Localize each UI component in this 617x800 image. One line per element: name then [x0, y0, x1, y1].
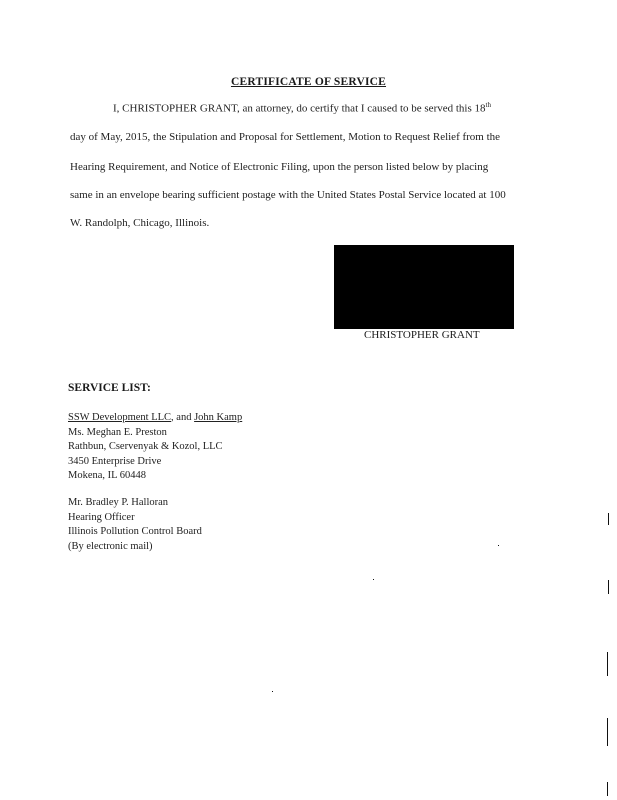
scan-artifact	[608, 513, 609, 525]
body-line-2: day of May, 2015, the Stipulation and Proposal for Settlement, Motion to Request Relief from the	[70, 131, 501, 143]
recipient-2-line-4: (By electronic mail)	[68, 540, 153, 552]
scan-artifact	[607, 652, 608, 676]
recipient-1-separator: , and	[171, 412, 195, 423]
recipient-1-person: John Kamp	[194, 412, 243, 423]
recipient-1-line-5: Mokena, IL 60448	[68, 470, 147, 481]
body-line-1	[113, 101, 491, 115]
recipient-2-line-1: Mr. Bradley P. Halloran	[68, 497, 169, 508]
recipient-1-line-2: Ms. Meghan E. Preston	[68, 426, 167, 438]
document-title: CERTIFICATE OF SERVICE	[230, 76, 387, 88]
recipient-1-company: SSW Development LLC	[68, 412, 172, 423]
recipient-1-block	[68, 411, 242, 484]
scan-artifact	[498, 545, 499, 546]
body-line-5: W. Randolph, Chicago, Illinois.	[70, 217, 210, 229]
signature-name: CHRISTOPHER GRANT	[364, 329, 480, 341]
body-line-4: same in an envelope bearing sufficient postage with the United States Postal Service located at 100	[70, 189, 506, 201]
signature-redaction	[334, 245, 514, 329]
scan-artifact	[272, 691, 273, 692]
recipient-2-line-3: Illinois Pollution Control Board	[68, 526, 202, 537]
recipient-1-line-4: 3450 Enterprise Drive	[68, 455, 162, 467]
scan-artifact	[373, 579, 374, 580]
body-line-1-text: I, CHRISTOPHER GRANT, an attorney, do certify that I caused to be served this 18	[113, 102, 486, 115]
scan-artifact	[607, 718, 608, 746]
recipient-1-line-1	[68, 411, 242, 426]
recipient-1-line-3: Rathbun, Cservenyak & Kozol, LLC	[68, 441, 223, 452]
scan-artifact	[608, 580, 609, 594]
scan-artifact	[607, 782, 608, 796]
service-list-heading: SERVICE LIST:	[68, 382, 151, 394]
recipient-2-line-2: Hearing Officer	[68, 511, 135, 523]
body-line-3: Hearing Requirement, and Notice of Electronic Filing, upon the person listed below by placing	[70, 161, 489, 173]
ordinal-suffix: th	[485, 101, 491, 109]
recipient-2-block	[68, 496, 202, 554]
